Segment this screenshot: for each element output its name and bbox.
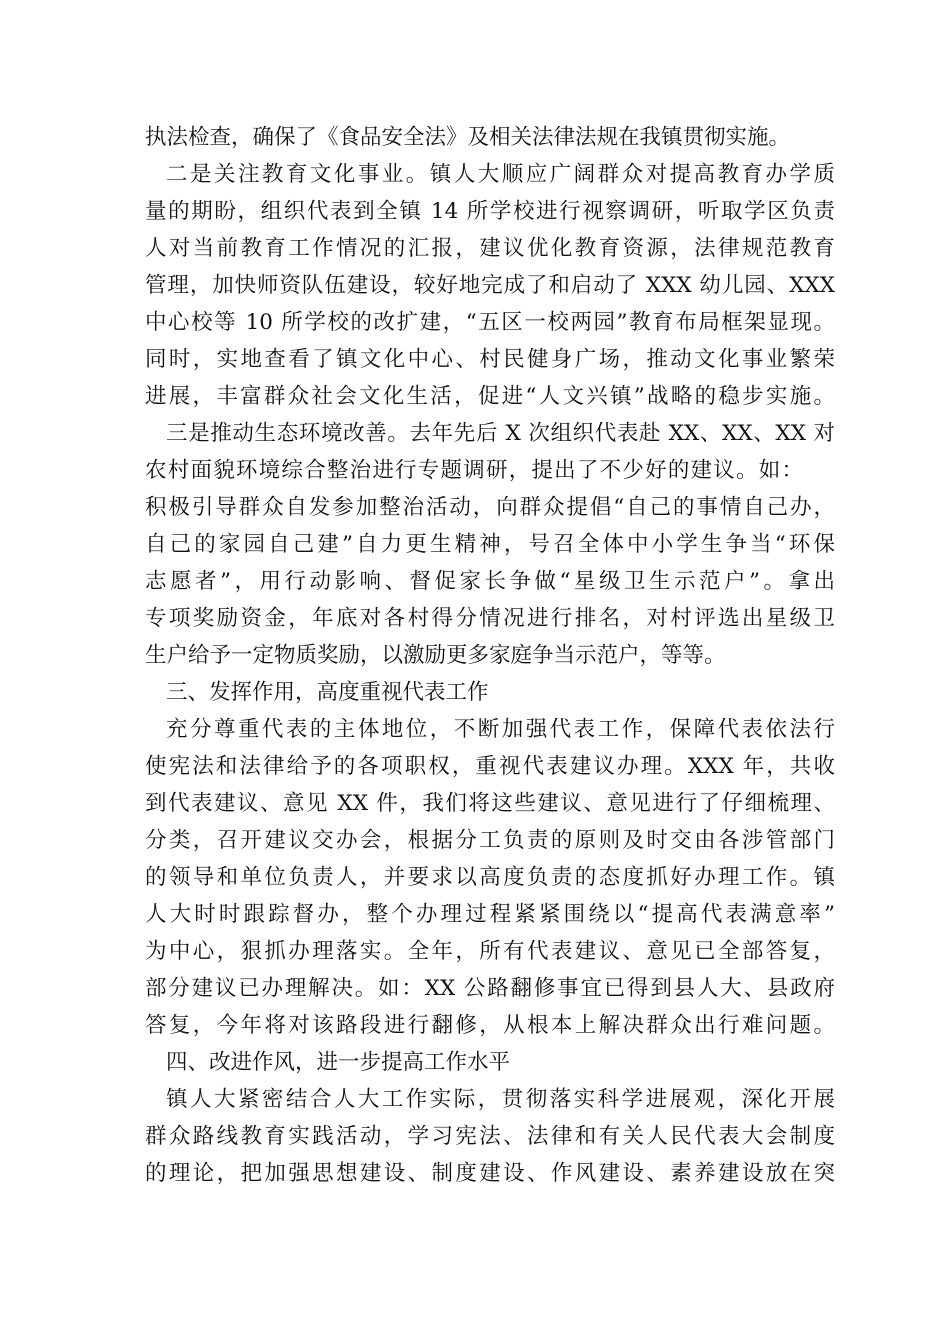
text-line-11: 积极引导群众自发参加整治活动，向群众提倡“自己的事情自己办， [145,495,835,520]
text-line-25: 答复，今年将对该路段进行翻修，从根本上解决群众出行难问题。 [145,1013,835,1038]
text-line-28: 群众路线教育实践活动，学习宪法、法律和有关人民代表大会制度 [145,1124,835,1149]
text-line-29: 的理论，把加强思想建设、制度建设、作风建设、素养建设放在突 [145,1161,835,1186]
text-line-17: 充分尊重代表的主体地位，不断加强代表工作，保障代表依法行 [166,717,835,742]
text-line-20: 分类，召开建议交办会，根据分工负责的原则及时交由各涉管部门 [145,828,835,853]
text-line-14: 专项奖励资金，年底对各村得分情况进行排名，对村评选出星级卫 [145,606,835,631]
text-line-13: 志愿者”，用行动影响、督促家长争做“星级卫生示范户”。拿出 [145,569,835,594]
text-line-18: 使宪法和法律给予的各项职权，重视代表建议办理。XXX 年，共收 [145,754,835,779]
text-line-4: 人对当前教育工作情况的汇报，建议优化教育资源，法律规范教育 [145,236,835,261]
text-line-10: 农村面貌环境综合整治进行专题调研，提出了不少好的建议。如： [145,458,803,483]
text-line-27: 镇人大紧密结合人大工作实际，贯彻落实科学进展观，深化开展 [166,1087,835,1112]
section-heading-3: 三、发挥作用，高度重视代表工作 [166,680,489,705]
text-line-7: 同时，实地查看了镇文化中心、村民健身广场，推动文化事业繁荣 [145,347,835,372]
text-line-21: 的领导和单位负责人，并要求以高度负责的态度抓好办理工作。镇 [145,865,835,890]
text-line-8: 进展，丰富群众社会文化生活，促进“人文兴镇”战略的稳步实施。 [145,384,835,409]
section-heading-4: 四、改进作风，进一步提高工作水平 [166,1050,511,1075]
text-line-24: 部分建议已办理解决。如：XX 公路翻修事宜已得到县人大、县政府 [145,976,835,1001]
text-line-5: 管理，加快师资队伍建设，较好地完成了和启动了 XXX 幼儿园、XXX [145,273,835,298]
text-line-1: 执法检查，确保了《食品安全法》及相关法律法规在我镇贯彻实施。 [145,125,791,150]
text-line-6: 中心校等 10 所学校的改扩建，“五区一校两园”教育布局框架显现。 [145,310,835,335]
text-line-23: 为中心，狠抓办理落实。全年，所有代表建议、意见已全部答复， [145,939,835,964]
text-line-3: 量的期盼，组织代表到全镇 14 所学校进行视察调研，听取学区负责 [145,199,835,224]
text-line-19: 到代表建议、意见 XX 件，我们将这些建议、意见进行了仔细梳理、 [145,791,835,816]
text-line-12: 自己的家园自己建”自力更生精神，号召全体中小学生争当“环保 [145,532,835,557]
text-line-22: 人大时时跟踪督办，整个办理过程紧紧围绕以“提高代表满意率” [145,902,835,927]
text-line-15: 生户给予一定物质奖励，以激励更多家庭争当示范户，等等。 [145,643,726,668]
text-line-2: 二是关注教育文化事业。镇人大顺应广阔群众对提高教育办学质 [166,162,835,187]
text-line-9: 三是推动生态环境改善。去年先后 X 次组织代表赴 XX、XX、XX 对 [166,421,835,446]
